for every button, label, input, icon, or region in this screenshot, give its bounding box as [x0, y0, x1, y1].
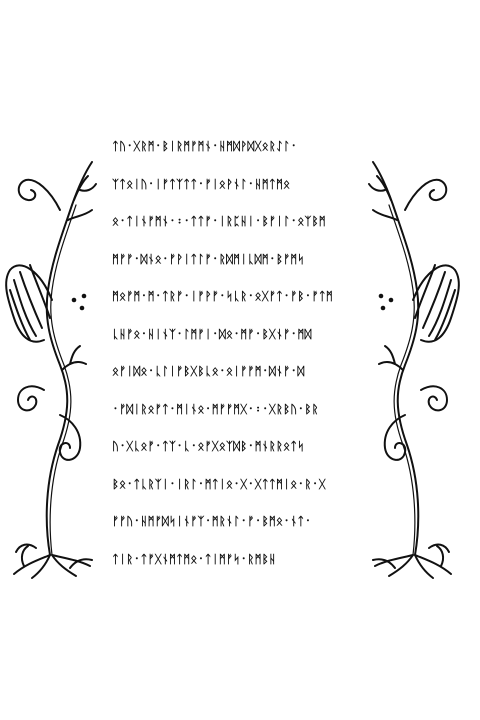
rune-line: ᚢ᛫ᚷᚳᛟᚠ᛫ᛏᛉ᛫ᚳ᛫ᛟᚠᚷᛟᛉᛞᛒ᛫ᛗᚾᚱᚱᛟᛏᛋ	[112, 440, 305, 453]
rune-line: ᚠᚠᚢ᛫ᚺᛗᚠᛞᛋᛁᚾᚠᛉ᛫ᛗᚱᚾᛚ᛫ᚠ᛫ᛒᛗᛟ᛫ᚾᛏ᛫	[112, 515, 312, 528]
rune-line: ᚳᚺᚠᛟ᛫ᚺᛁᚾᛉ᛫ᛚᛗᚠᛁ᛫ᛞᛟ᛫ᛗᚠ᛫ᛒᚷᚾᚠ᛫ᛗᛞ	[112, 327, 312, 341]
rune-line: ᛉᛏᛟᛁᚢ᛫ᛁᚠᛏᛉᛏᛏ᛫ᚠᛁᛟᚹᚾᛚ᛫ᚺᛗᛏᛗᛟ	[112, 177, 291, 191]
rune-line: ᛗᛟᚠᛗ᛫ᛗ᛫ᛏᚱᚠ᛫ᛁᚠᚹᚠ᛫ᛋᚳᚱ᛫ᛟᚷᚠᛏ᛫ᚠᛒ᛫ᚠᛏᛗ	[112, 290, 333, 303]
right-vine-decoration	[365, 150, 465, 580]
rune-line: ᛏᛁᚱ᛫ᛏᚠᚷᚾᛗᛏᛗᛟ᛫ᛏᛁᛗᚠᛋ᛫ᚱᛗᛒᚺ	[112, 552, 276, 566]
rune-line: ᛫ᚠᛞᛁᚱᛟᚠᛏ᛫ᛗᛁᚾᛟ᛫ᛗᚠᚠᛗᚷ᛫᛬᛫ᚷᚱᛒᚢ᛫ᛒᚱ	[112, 402, 319, 416]
rune-line: ᛟᚠᛁᛞᛟ᛫ᚳᛚᛁᚠᛒᚷᛒᚳᛟ᛫ᛟᛁᚠᚠᛗ᛫ᛞᚾᚠ᛫ᛞ	[112, 365, 305, 378]
rune-line: ᛏᚢ᛫ᚷᚱᛗ᛫ᛒᛁᚱᛗᚠᛗᚾ᛫ᚺᛗᛞᚹᛞᚷᛟᚱᛇᛚ᛫	[112, 140, 298, 153]
rune-line: ᛟ᛫ᛏᛁᚾᚠᛗᚾ᛫᛬᛫ᛏᛏᚠ᛫ᛁᚱᛈᚺᛁ᛫ᛒᚠᛁᛚ᛫ᛟᛉᛒᛗ	[112, 215, 326, 228]
left-vine-decoration	[0, 150, 100, 580]
rune-line: ᛒᛟ᛫ᛏᚳᚱᛉᛁ᛫ᛁᚱᛚ᛫ᛗᛏᛁᛟ᛫ᚷ᛫ᚷᛏᛏᛗᛁᛟ᛫ᚱ᛫ᚷ	[112, 477, 326, 491]
rune-line: ᛗᚠᚠ᛫ᛞᚾᛟ᛫ᚠᚹᛁᛏᛚᚠ᛫ᚱᛞᛗᛁᚳᛞᛗ᛫ᛒᚠᛗᛋ	[112, 252, 305, 266]
right-vine-svg	[365, 150, 465, 580]
rune-text-block	[112, 128, 362, 578]
left-vine-svg	[0, 150, 100, 580]
